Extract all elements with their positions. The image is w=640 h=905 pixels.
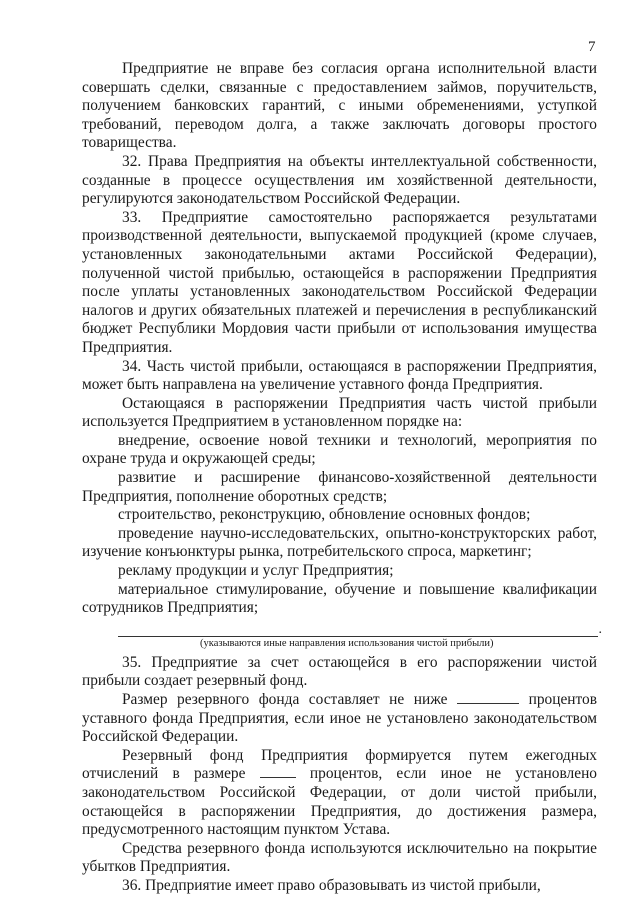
reserve-form-blank bbox=[260, 765, 296, 778]
list-item-research: проведение научно-исследовательских, опытно-конструкторских работ, изучение конъюнктуры рынка, потребительского спроса, маркетинг; bbox=[82, 524, 597, 561]
fill-in-line bbox=[118, 624, 598, 637]
paragraph-33-disposal-of-results: 33. Предприятие самостоятельно распоряжается результатами производственной деятельности, выпускаемой продукцией (кроме случаев, установленных законодательными актами Российской Федерации), полученной чистой прибылью, остающейся в распоряжении Предприятия после уплаты установленных законодательством Российской Федерации налогов и других обязательных платежей и перечисления в республиканский бюджет Республики Мордовия части прибыли от использования имущества Предприятия. bbox=[82, 208, 597, 356]
list-item-staff-incentives: материальное стимулирование, обучение и повышение квалификации сотрудников Предприятия; bbox=[82, 580, 597, 617]
reserve-form-text-after: процентов, если иное не установлено законодательством Российской Федерации, от доли чистой прибыли, остающейся в распоряжении Предприятия, до достижения размера, предусмотренного настоящим пунктом Устава. bbox=[82, 765, 597, 839]
paragraph-36-funds: 36. Предприятие имеет право образовывать из чистой прибыли, bbox=[122, 876, 541, 894]
paragraph-reserve-formation bbox=[82, 747, 597, 840]
paragraph-reserve-usage: Средства резервного фонда используются исключительно на покрытие убытков Предприятия. bbox=[82, 839, 597, 876]
paragraph-profit-usage-intro: Остающаяся в распоряжении Предприятия часть чистой прибыли используется Предприятием в установленном порядке на: bbox=[82, 394, 597, 431]
list-item-construction: строительство, реконструкцию, обновление основных фондов; bbox=[118, 506, 531, 524]
document-body bbox=[82, 60, 597, 896]
reserve-size-text-before: Размер резервного фонда составляет не ниже bbox=[122, 691, 448, 708]
list-item-advertising: рекламу продукции и услуг Предприятия; bbox=[118, 562, 394, 580]
paragraph-consent-restriction: Предприятие не вправе без согласия органа исполнительной власти совершать сделки, связанные с предоставлением займов, поручительств, получением банковских гарантий, с иными обременениями, уступкой требований, переводом долга, а также заключать договоры простого товарищества. bbox=[82, 60, 597, 152]
list-item-new-technology: внедрение, освоение новой техники и технологий, мероприятия по охране труда и окружающей среды; bbox=[82, 431, 597, 468]
paragraph-35-reserve-fund: 35. Предприятие за счет остающейся в его распоряжении чистой прибыли создает резервный фонд. bbox=[82, 653, 597, 690]
list-item-development: развитие и расширение финансово-хозяйственной деятельности Предприятия, пополнение оборотных средств; bbox=[82, 469, 597, 505]
paragraph-32-intellectual-property: 32. Права Предприятия на объекты интеллектуальной собственности, созданные в процессе осуществления им хозяйственной деятельности, регулируются законодательством Российской Федерации. bbox=[82, 152, 597, 208]
paragraph-34-charter-fund: 34. Часть чистой прибыли, остающаяся в распоряжении Предприятия, может быть направлена на увеличение уставного фонда Предприятия. bbox=[82, 357, 597, 394]
reserve-size-text-after: процентов уставного фонда Предприятия, если иное не установлено законодательством Российской Федерации. bbox=[82, 691, 597, 746]
page-number: 7 bbox=[588, 39, 596, 55]
reserve-size-blank bbox=[457, 691, 519, 704]
paragraph-reserve-size bbox=[82, 691, 597, 747]
reserve-form-text-before: Резервный фонд Предприятия формируется путем ежегодных отчислений в размере bbox=[82, 746, 597, 783]
fill-in-caption: (указываются иные направления использования чистой прибыли) bbox=[200, 637, 494, 649]
